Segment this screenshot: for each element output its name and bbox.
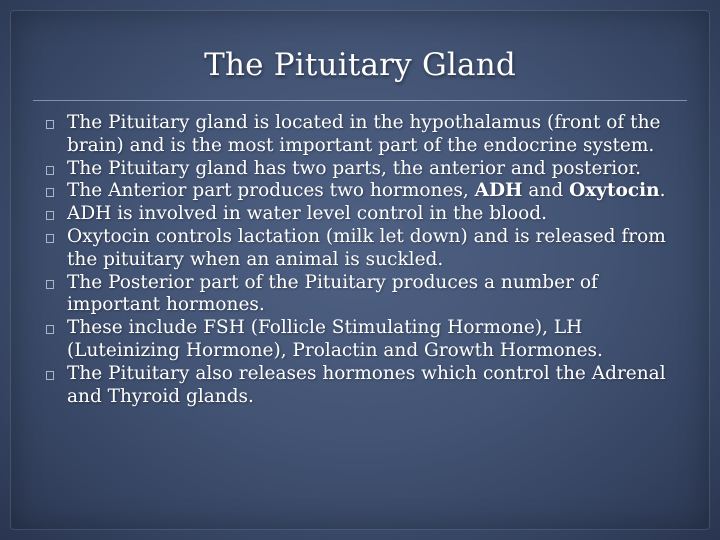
bullet-square-icon [46,120,54,129]
bullet-text: These include FSH (Follicle Stimulating Hormone), LH (Luteinizing Hormone), Prolactin and Growth Hormones. [67,317,603,361]
bullet-bold-text: Oxytocin [569,180,660,202]
bullet-square-icon [46,211,54,220]
bullet-text: and [522,180,570,202]
bullet-text: The Posterior part of the Pituitary produces a number of important hormones. [67,271,598,316]
bullet-bold-text: ADH [474,180,523,202]
bullet-item [46,226,696,272]
bullet-text: The Anterior part produces two hormones, [67,180,475,202]
bullet-text: The Pituitary gland is located in the hypothalamus (front of the brain) and is the most important part of the endocrine system. [67,112,661,156]
bullet-text: . [659,180,666,202]
bullet-square-icon [46,234,54,243]
bullet-square-icon [46,371,54,380]
bullet-square-icon [46,166,54,175]
bullet-square-icon [46,188,54,197]
bullet-item [46,363,696,409]
bullet-text: The Pituitary also releases hormones which control the Adrenal and Thyroid glands. [67,362,666,407]
bullet-item [46,180,696,203]
title-divider [33,100,687,101]
bullet-item [46,272,696,318]
bullet-item [46,112,696,158]
bullet-item [46,203,696,226]
bullet-text: The Pituitary gland has two parts, the anterior and posterior. [67,157,642,179]
bullet-list [46,112,696,408]
slide-title: The Pituitary Gland [204,47,516,83]
bullet-item [46,317,696,363]
bullet-text: ADH is involved in water level control in the blood. [67,203,547,225]
bullet-square-icon [46,325,54,334]
bullet-square-icon [46,280,54,289]
bullet-text: Oxytocin controls lactation (milk let down) and is released from the pituitary when an animal is suckled. [67,225,666,270]
bullet-item [46,158,696,181]
